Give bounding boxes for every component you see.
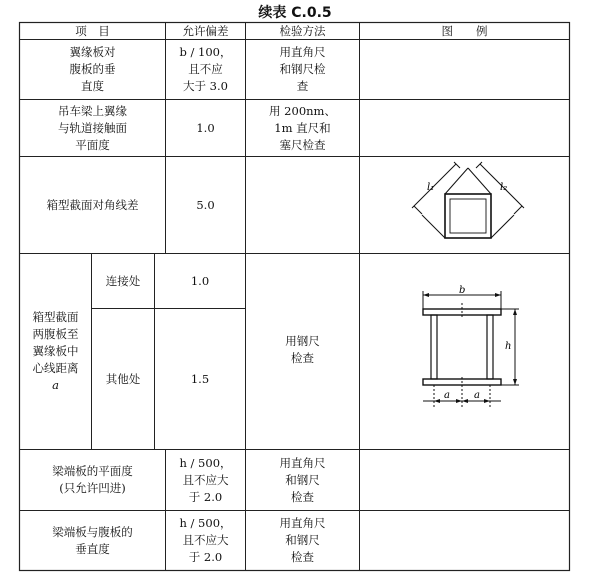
label-l1: l₁: [427, 182, 435, 193]
merged-method: [246, 157, 359, 449]
row4-tol-connect: 1.0: [190, 273, 210, 288]
row4-group: [20, 254, 91, 449]
header-method: 检验方法: [279, 23, 326, 38]
row4-sub-other: 其他处: [105, 371, 141, 386]
row5-item: 梁端板的平面度 (只允许凹进): [52, 464, 133, 495]
row6-tolerance: h / 500， 且不应大 于 2.0: [179, 516, 232, 564]
row6-item: 梁端板与腹板的 垂直度: [52, 524, 133, 556]
row1-item: 翼缘板对 腹板的垂 直度: [69, 45, 116, 93]
label-a1: a: [444, 390, 450, 401]
merged-method-text: 用钢尺 检查: [285, 334, 320, 365]
row3-tolerance: 5.0: [196, 197, 215, 212]
row5-tolerance: h / 500， 且不应大 于 2.0: [179, 455, 232, 504]
row4-group-symbol: a: [52, 378, 59, 392]
row5-method: 用直角尺 和钢尺 检查: [279, 455, 326, 504]
box-diagonal-diagram: [400, 160, 540, 250]
label-l2: l₂: [500, 182, 508, 193]
section-dimension-diagram: [405, 283, 535, 413]
header-item: 项 目: [75, 23, 110, 38]
row6-method: 用直角尺 和钢尺 检查: [279, 516, 326, 564]
label-b: b: [459, 285, 466, 296]
row2-method: 用 200nm、 1m 直尺和 塞尺检查: [269, 103, 336, 152]
label-h: h: [505, 341, 512, 352]
row1-method: 用直角尺 和钢尺检 查: [279, 45, 326, 93]
row1-tolerance: b / 100， 且不应 大于 3.0: [179, 45, 232, 93]
row2-tolerance: 1.0: [196, 120, 215, 135]
row3-item: 箱型截面对角线差: [46, 197, 139, 212]
row4-sub-connect: 连接处: [105, 273, 141, 288]
table-title: 续表 C.0.5: [258, 5, 332, 21]
row4-group-label: 箱型截面 两腹板至 翼缘板中 心线距离: [32, 310, 79, 375]
header-tolerance: 允许偏差: [182, 23, 229, 38]
label-a2: a: [474, 390, 480, 401]
row4-tol-other: 1.5: [190, 371, 210, 386]
row2-item: 吊车梁上翼缘 与轨道接触面 平面度: [58, 103, 127, 152]
header-figure: 图 例: [441, 23, 488, 38]
